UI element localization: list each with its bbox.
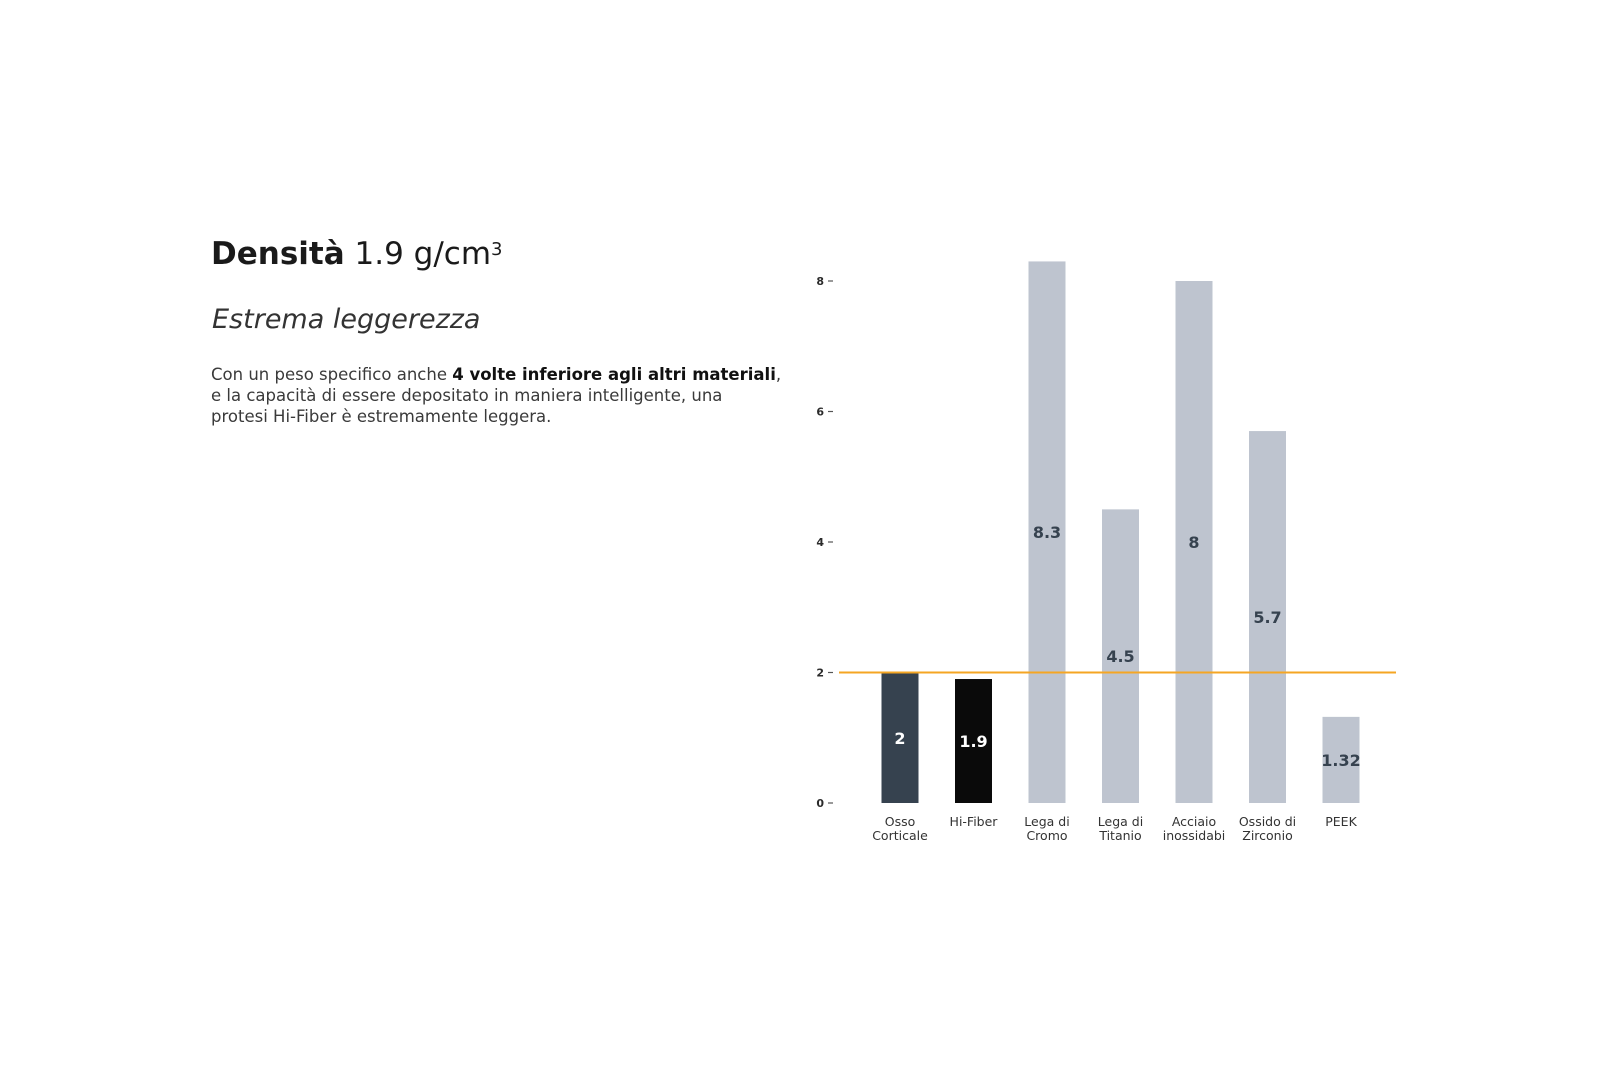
title-bold: Densità [211,236,345,272]
x-category-label: Titanio [1099,828,1142,843]
y-tick-label: 6 [816,405,824,419]
description-pre: Con un peso specifico anche [211,365,453,384]
title-value: 1.9 g/cm [354,236,492,272]
title-exponent: 3 [491,239,503,260]
bar-value-label: 1.9 [959,732,988,752]
bar-value-label: 8.3 [1032,523,1062,543]
y-tick-label: 0 [816,797,824,810]
y-tick-label: 8 [816,275,824,288]
x-category-label: Acciaio [1171,814,1217,829]
bar-value-label: 1.32 [1321,750,1361,770]
bar-value-label: 4.5 [1106,647,1135,667]
bar-value-label: 2 [894,728,906,748]
description-line-2: e la capacità di essere depositato in maniera intelligente, una [211,386,723,405]
x-category-label: Lega di [1097,814,1144,829]
x-category-label: Osso [884,814,916,829]
description-highlight: 4 volte inferiore agli altri materiali [452,365,776,384]
description-post: , [775,365,782,384]
x-category-label: Corticale [872,828,928,843]
y-tick-label: 2 [816,666,824,680]
y-tick-label: 4 [816,536,824,549]
x-category-label: Zirconio [1242,828,1293,843]
x-category-label: PEEK [1325,814,1357,829]
subtitle: Estrema leggerezza [212,304,481,335]
x-category-label: inossidabi [1162,828,1226,843]
bar-value-label: 8 [1188,533,1200,552]
x-category-label: Ossido di [1238,814,1297,829]
description-line-3: protesi Hi-Fiber è estremamente leggera. [211,407,552,426]
x-category-label: Cromo [1026,828,1068,843]
x-category-label: Hi-Fiber [949,814,998,829]
x-category-label: Lega di [1024,814,1070,829]
bar-value-label: 5.7 [1253,608,1282,628]
